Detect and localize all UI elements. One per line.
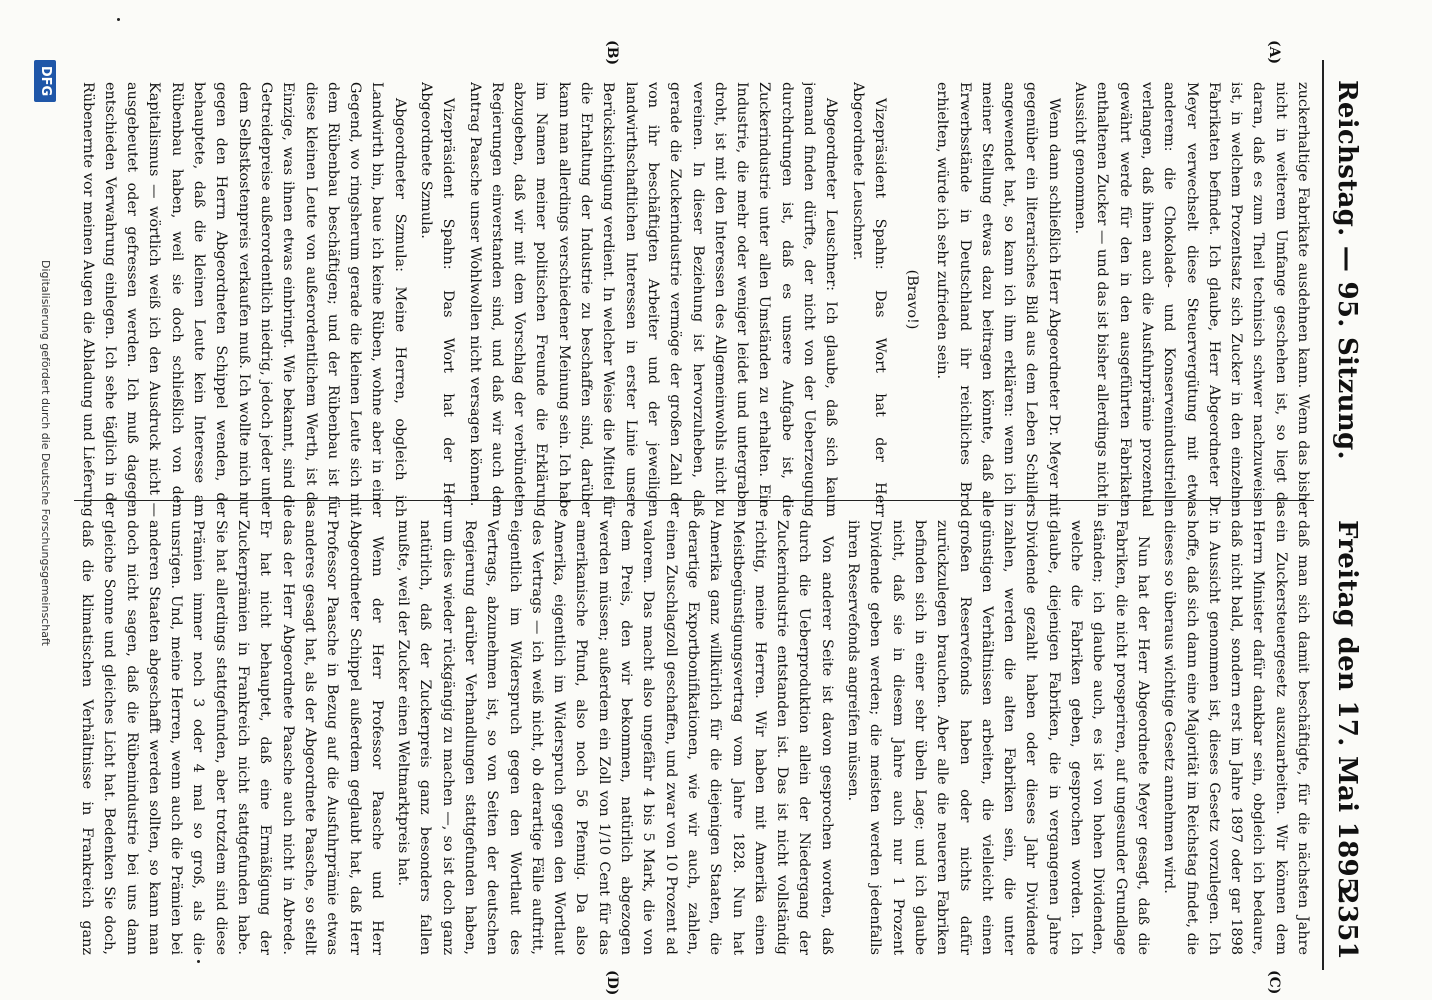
header-rule [1322,60,1324,970]
header-page-number: 2351 [1332,886,1362,960]
page-header [1320,0,1380,1000]
left-column [74,82,1314,517]
margin-label-b: (B) [604,40,620,66]
margin-label-d: (D) [604,970,620,996]
speaker-paragraph: Vizepräsident Spahn: Das Wort hat der Herr Abgeordnete Leuschner. [849,82,888,517]
header-session-title: Reichstag. — 95. Sitzung. [1332,80,1362,460]
column-divider [74,500,1314,501]
speaker-paragraph: Vizepräsident Spahn: Das Wort hat der Herr Abgeordnete Szmula. [418,82,457,517]
paragraph: Wenn dann schließlich Herr Abgeordneter Dr. Meyer mit gegenüber ein literarisches Bild aus dem Leben Schillers angewendet hat, so kann ich ihm erklären: wenn ich in meiner Stellung etwas dazu beitragen könnte, daß alle Erwerbsstände in Deutschland ihr reichliches Brod erhielten, würde ich sehr zufrieden sein. [934,82,1062,517]
speech-paragraph: Abgeordneter Leuschner: Ich glaube, daß sich kaum jemand finden dürfte, der nicht von der Ueberzeugung durchdrungen ist, daß es unsere Aufgabe ist, die Zuckerindustrie unter allen Umständen zu erhalten. Eine Industrie, die mehr oder weniger leidet und untergraben droht, ist mit den Interessen des Allgemeinwohls nicht zu vereinen. In dieser Beziehung ist hervorzuheben, daß gerade die Zuckerindustrie vermöge der großen Zahl der von ihr beschäftigten Arbeiter und der jeweiligen landwirthschaftlichen Interessen in erster Linie unsere Berücksichtigung verdient. In welcher Weise die Mittel für die Erhaltung der Industrie zu beschaffen sind, darüber kann man allerdings verschiedener Meinung sein. Ich habe im Namen meiner politischen Freunde die Erklärung abzugeben, daß wir mit dem Vorschlag der verbündeten Regierungen einverstanden sind, und daß wir auch dem Antrag Paasche unser Wohlwollen nicht versagen können. [466,82,840,517]
digitization-note: Digitalisierung gefördert durch die Deutsche Forschungsgemeinschaft [39,260,52,646]
paragraph: Wenn der Herr Professor Paasche und Herr Abgeordneter Schippel außerdem geglaubt hat, daß Herr Professor Paasche in Bezug auf die Ausfuhrprämie etwas anderes gesagt hat, als der Abgeordnete Paasche, so stellt das der Herr Abgeordnete Paasche auch nicht in Abrede. Er hat nicht behauptet, daß eine Ermäßigung der Zuckerprämien in Frankreich nicht stattgefunden habe. Sie hat allerdings stattgefunden, aber trotzdem sind diese Prämien immer noch 3 oder 4 mal so groß, als die unsrigen. Und, meine Herren, wenn auch die Prämien bei anderen Staaten abgeschafft werden sollten, so kann man doch nicht sagen, daß die Rübenindustrie bei uns dann gleiche Sonne und gleiches Licht hat. Bedenken Sie doch, daß die klimatischen Verhältnisse in Frankreich ganz [78,520,385,955]
margin-label-a: (A) [1266,40,1282,65]
paragraph: zuckerhaltige Fabrikate ausdehnen kann. Wenn das bisher nicht in weiterem Umfange geschehen ist, so liegt das daran, daß es zum Theil technisch schwer nachzuweisen ist, in welchem Prozentsatz sich Zucker in den einzelnen Fabrikaten befindet. Ich glaube, Herr Abgeordneter Dr. Meyer verwechselt diese Steuervergütung mit etwas anderem: die Chokolade- und Konservenindustriellen verlangen, daß ihnen auch die Ausfuhrprämie prozentual gewährt werde für den in den ausgeführten Fabrikaten enthaltenen Zucker — und das ist bisher allerdings nicht in Aussicht genommen. [1072,82,1311,517]
right-column [74,520,1314,955]
speech-paragraph: Abgeordneter Szmula: Meine Herren, obgleich ich Landwirth bin, baue ich keine Rüben, wohne aber in einer Gegend, wo ringsherum gerade die kleinen Leute sich mit dem Rübenbau beschäftigen; und der Rübenbau ist für diese kleinen Leute von außerordentlichem Werth, ist das Einzige, was ihnen etwas einbringt. Wie bekannt, sind die Getreidepreise außerordentlich niedrig, jedoch jeder unter dem Selbstkostenpreis verkaufen muß. Ich wollte mich nur gegen den Herrn Abgeordneten Schippel wenden, der behauptete, daß die kleinen Leute kein Interesse am Rübenbau haben, weil sie doch schließlich von dem Kapitalismus — wörtlich weiß ich den Ausdruck nicht — ausgebeutet oder gefressen werden. Ich muß dagegen entschieden Verwahrung einlegen. Ich sehe täglich in der Rübenernte vor meinen Augen die Abladung und Lieferung [79,82,408,517]
interjection: (Bravo!) [903,269,920,330]
header-date: Freitag den 17. Mai 1895. [1332,520,1362,905]
margin-label-c: (C) [1266,970,1282,995]
paragraph: daß man sich damit beschäftigte, für die nächsten Jahre ein Zuckersteuergesetz auszuarbeiten. Wir können dem Herrn Minister dafür dankbar sein, obgleich ich bedaure, daß nicht bald, sondern erst im Jahre 1897 oder gar 1898 in Aussicht genommen ist, dieses Gesetz vorzulegen. Ich hoffe, daß sich dann eine Majorität im Reichstag findet, die dieses so überaus wichtige Gesetz annehmen wird. [1161,520,1311,955]
dfg-logo: DFG [34,60,56,102]
paragraph: Von anderer Seite ist davon gesprochen worden, daß durch die Ueberproduktion allein der Niedergang der Zuckerindustrie entstanden ist. Das ist nicht vollständig richtig, meine Herren. Wir haben mit Amerika einen Meistbegünstigungsvertrag vom Jahre 1828. Nun hat Amerika ganz willkürlich für die diejenigen Staaten, die derartige Exportbonifikationen, wie wir auch, zahlen, einen Zuschlagzoll geschaffen, und zwar von 10 Prozent ad valorem. Das macht also ungefähr 4 bis 5 Mark, die von dem Preis, den wir bekommen, natürlich abgezogen werden müssen; außerdem ein Zoll von 1/10 Cent für das amerikanische Pfund, also noch 56 Pfennig. Da also Amerika, eigentlich im Widerspruch gegen den Wortlaut des Vertrags — ich weiß nicht, ob derartige Fälle auftritt, eigentlich im Widerspruch gegen den Wortlaut des Vertrags, abzunehmen ist, so von Seiten der deutschen Regierung darüber Verhandlungen stattgefunden haben, um dies wieder rückgängig zu machen —, so ist doch ganz natürlich, daß der Zuckerpreis ganz besonders fallen mußte, weil der Zucker einen Weltmarktpreis hat. [395,520,835,955]
digitization-stamp [18,30,58,990]
scan-speck [197,960,200,963]
scan-speck [117,18,120,21]
paragraph: Nun hat der Herr Abgeordnete Meyer gesagt, daß die Fabriken, die nicht prosperiren, auf ungesunder Grundlage ständen; ich glaube auch, es ist von hohen Dividenden, welche die Fabriken geben, gesprochen worden. Ich glaube, diejenigen Fabriken, die in vergangenen Jahre Dividende gezahlt haben oder dieses Jahr Dividende zahlen, werden die alten Fabriken sein, die unter günstigen Verhältnissen arbeiten, die vielleicht einen großen Reservefonds haben oder nichts dafür zurückzulegen brauchen. Aber alle die neueren Fabriken befinden sich in einer sehr übeln Lage; und ich glaube nicht, daß sie in diesem Jahre auch nur 1 Prozent Dividende geben werden; die meisten werden jedenfalls ihren Reservefonds angreifen müssen. [845,520,1151,955]
